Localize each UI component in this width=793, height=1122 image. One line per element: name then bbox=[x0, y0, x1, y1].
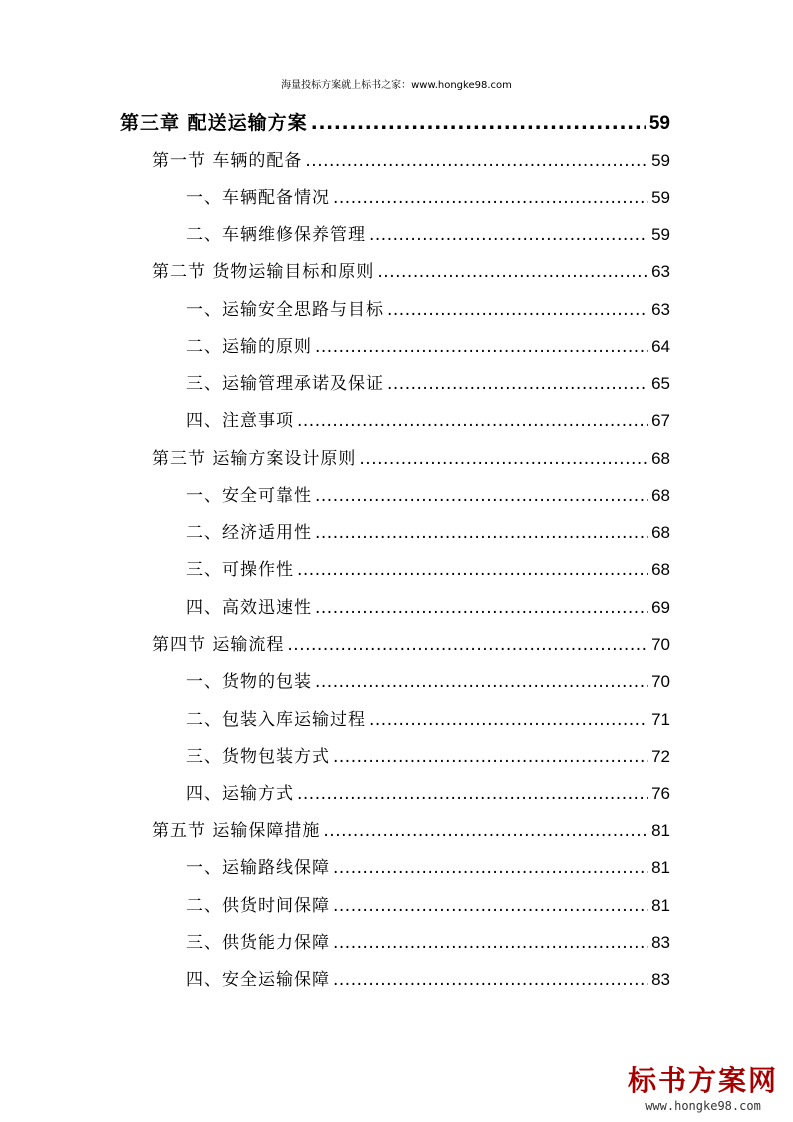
dot-leader bbox=[333, 970, 648, 990]
toc-entry-title: 三、可操作性 bbox=[186, 560, 294, 580]
toc-page-number: 81 bbox=[651, 858, 670, 877]
dot-leader bbox=[387, 374, 648, 394]
toc-entry-title: 二、运输的原则 bbox=[186, 337, 312, 357]
dot-leader bbox=[333, 188, 648, 208]
dot-leader bbox=[369, 225, 648, 245]
toc-page-number: 70 bbox=[651, 672, 670, 691]
toc-entry-title: 三、供货能力保障 bbox=[186, 933, 330, 953]
toc-page-number: 83 bbox=[651, 970, 670, 989]
dot-leader bbox=[297, 411, 648, 431]
toc-entry-title: 第三章 配送运输方案 bbox=[120, 112, 308, 134]
toc-page-number: 68 bbox=[651, 449, 670, 468]
toc-item[interactable] bbox=[186, 183, 670, 208]
toc-entry-title: 一、安全可靠性 bbox=[186, 486, 312, 506]
dot-leader bbox=[333, 896, 648, 916]
toc-page-number: 63 bbox=[651, 300, 670, 319]
dot-leader bbox=[297, 784, 648, 804]
dot-leader bbox=[315, 672, 648, 692]
toc-entry-title: 一、车辆配备情况 bbox=[186, 188, 330, 208]
toc-item[interactable] bbox=[186, 593, 670, 618]
toc-entry-title: 三、运输管理承诺及保证 bbox=[186, 374, 384, 394]
dot-leader bbox=[377, 262, 648, 282]
dot-leader bbox=[315, 337, 648, 357]
toc-entry-title: 一、运输安全思路与目标 bbox=[186, 300, 384, 320]
toc-page-number: 83 bbox=[651, 933, 670, 952]
toc-item[interactable] bbox=[186, 965, 670, 990]
dot-leader bbox=[333, 858, 648, 878]
toc-item[interactable] bbox=[186, 891, 670, 916]
watermark-name: 标书方案网 bbox=[627, 1064, 778, 1097]
dot-leader bbox=[387, 300, 648, 320]
toc-entry-title: 二、供货时间保障 bbox=[186, 896, 330, 916]
toc-page-number: 59 bbox=[648, 113, 670, 134]
toc-entry-title: 第三节 运输方案设计原则 bbox=[152, 449, 357, 469]
toc-entry-title: 二、经济适用性 bbox=[186, 523, 312, 543]
dot-leader bbox=[287, 635, 648, 655]
toc-section-1[interactable] bbox=[152, 146, 670, 171]
dot-leader bbox=[315, 486, 648, 506]
toc-page-number: 68 bbox=[651, 486, 670, 505]
toc-entry-title: 四、安全运输保障 bbox=[186, 970, 330, 990]
toc-page-number: 59 bbox=[651, 151, 670, 170]
toc-page-number: 68 bbox=[651, 523, 670, 542]
dot-leader bbox=[333, 747, 648, 767]
toc-entry-title: 四、运输方式 bbox=[186, 784, 294, 804]
page-header: 海量投标方案就上标书之家：www.hongke98.com bbox=[281, 80, 512, 91]
dot-leader bbox=[315, 523, 648, 543]
toc-entry-title: 第四节 运输流程 bbox=[152, 635, 285, 655]
dot-leader bbox=[359, 449, 648, 469]
toc-item[interactable] bbox=[186, 518, 670, 543]
toc-page-number: 63 bbox=[651, 262, 670, 281]
toc-item[interactable] bbox=[186, 332, 670, 357]
dot-leader bbox=[305, 151, 648, 171]
toc-page-number: 59 bbox=[651, 225, 670, 244]
toc-section-3[interactable] bbox=[152, 444, 670, 469]
toc-item[interactable] bbox=[186, 295, 670, 320]
toc-section-4[interactable] bbox=[152, 630, 670, 655]
watermark-logo bbox=[623, 1064, 783, 1114]
toc-page-number: 69 bbox=[651, 598, 670, 617]
toc-item[interactable] bbox=[186, 705, 670, 730]
toc-entry-title: 三、货物包装方式 bbox=[186, 747, 330, 767]
toc-page-number: 59 bbox=[651, 188, 670, 207]
dot-leader bbox=[297, 560, 648, 580]
toc-page-number: 72 bbox=[651, 747, 670, 766]
toc-entry-title: 二、包装入库运输过程 bbox=[186, 710, 366, 730]
toc-section-5[interactable] bbox=[152, 816, 670, 841]
toc-page-number: 70 bbox=[651, 635, 670, 654]
toc-item[interactable] bbox=[186, 853, 670, 878]
toc-item[interactable] bbox=[186, 220, 670, 245]
toc-page-number: 68 bbox=[651, 560, 670, 579]
toc-entry-title: 一、运输路线保障 bbox=[186, 858, 330, 878]
toc-entry-title: 二、车辆维修保养管理 bbox=[186, 225, 366, 245]
toc-page-number: 67 bbox=[651, 411, 670, 430]
toc-chapter-3[interactable] bbox=[120, 108, 670, 135]
toc-entry-title: 一、货物的包装 bbox=[186, 672, 312, 692]
toc-page-number: 81 bbox=[651, 821, 670, 840]
toc-page-number: 71 bbox=[651, 710, 670, 729]
toc-item[interactable] bbox=[186, 369, 670, 394]
dot-leader bbox=[311, 112, 646, 134]
toc-item[interactable] bbox=[186, 555, 670, 580]
toc-page-number: 81 bbox=[651, 896, 670, 915]
toc-page-number: 76 bbox=[651, 784, 670, 803]
watermark-url: www.hongke98.com bbox=[645, 1099, 761, 1113]
toc-item[interactable] bbox=[186, 928, 670, 953]
toc-entry-title: 第二节 货物运输目标和原则 bbox=[152, 262, 375, 282]
toc-entry-title: 第一节 车辆的配备 bbox=[152, 151, 303, 171]
toc-entry-title: 四、高效迅速性 bbox=[186, 598, 312, 618]
toc-item[interactable] bbox=[186, 481, 670, 506]
toc-section-2[interactable] bbox=[152, 257, 670, 282]
toc-page-number: 65 bbox=[651, 374, 670, 393]
dot-leader bbox=[323, 821, 648, 841]
toc-item[interactable] bbox=[186, 742, 670, 767]
toc-page-number: 64 bbox=[651, 337, 670, 356]
toc-entry-title: 四、注意事项 bbox=[186, 411, 294, 431]
dot-leader bbox=[333, 933, 648, 953]
toc-item[interactable] bbox=[186, 779, 670, 804]
dot-leader bbox=[315, 598, 648, 618]
dot-leader bbox=[369, 710, 648, 730]
toc-item[interactable] bbox=[186, 406, 670, 431]
toc-item[interactable] bbox=[186, 667, 670, 692]
toc-entry-title: 第五节 运输保障措施 bbox=[152, 821, 321, 841]
